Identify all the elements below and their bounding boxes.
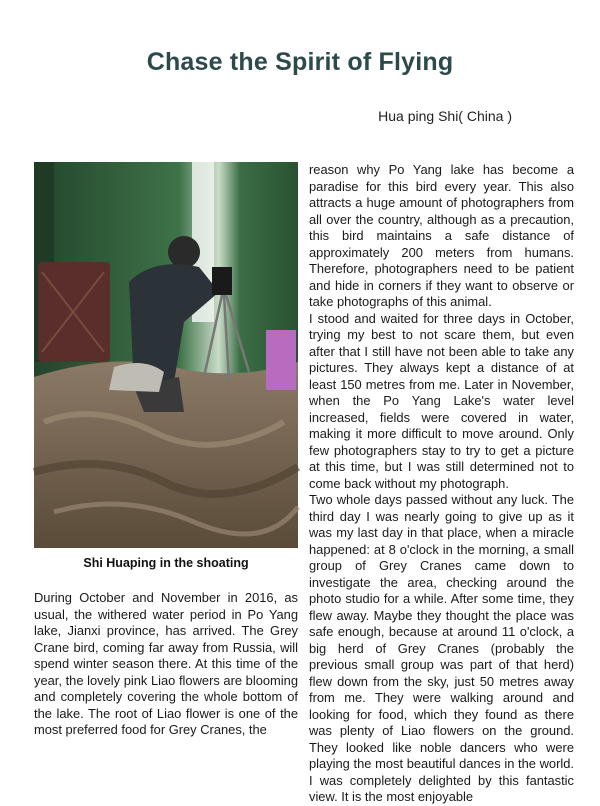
right-paragraph: Two whole days passed without any luck. The third day I was nearly going to give up as it was my last day in that place, when a miracle happened: at 8 o'clock in the morning, a small group of Grey Cranes came down to investigate the area, checking around the photo studio for a while. After some time, they flew away. Maybe they thought the place was safe enough, because at around 11 o'clock, a big herd of Grey Cranes (probably the previous small group was part of that herd) flew down from the sky, just 50 metres away from me. They were walking around and looking for food, which they found as there was plenty of Liao flowers on the ground. They looked like noble dancers who were playing the most beautiful dances in the world. I was completely delighted by this fantastic view. It is the most enjoyable xyxy=(309,492,574,804)
photographer-in-tent-image xyxy=(34,162,298,548)
author-line: Hua ping Shi( China ) xyxy=(378,108,512,124)
article-photo xyxy=(34,162,298,548)
article-title: Chase the Spirit of Flying xyxy=(146,48,454,76)
right-paragraph: reason why Po Yang lake has become a paradise for this bird every year. This also attracts a huge amount of photographers from all over the country, although as a precaution, this bird maintains a safe distance of approximately 200 meters from humans. Therefore, photographers need to be patient and hide in corners if they want to observe or take photographs of this animal. xyxy=(309,162,574,309)
right-text-column xyxy=(309,162,574,804)
left-paragraph: During October and November in 2016, as usual, the withered water period in Po Yang lake, Jianxi province, has arrived. The Grey Crane bird, coming far away from Russia, will spend winter season there. At this time of the year, the lovely pink Liao flowers are blooming and completely covering the whole bottom of the lake. The root of Liao flower is one of the most preferred food for Grey Cranes, the xyxy=(34,590,298,737)
photo-caption: Shi Huaping in the shoating xyxy=(83,556,249,570)
right-paragraph: I stood and waited for three days in October, trying my best to not scare them, but even after that I still have not been able to take any pictures. They always kept a distance of at least 150 metres from me. Later in November, when the Po Yang Lake's water level increased, fields were covered in water, making it more difficult to move around. Only few photographers stay to try to get a picture at this time, but I was still determined not to come back without my photograph. xyxy=(309,310,574,491)
left-text-column xyxy=(34,590,298,737)
